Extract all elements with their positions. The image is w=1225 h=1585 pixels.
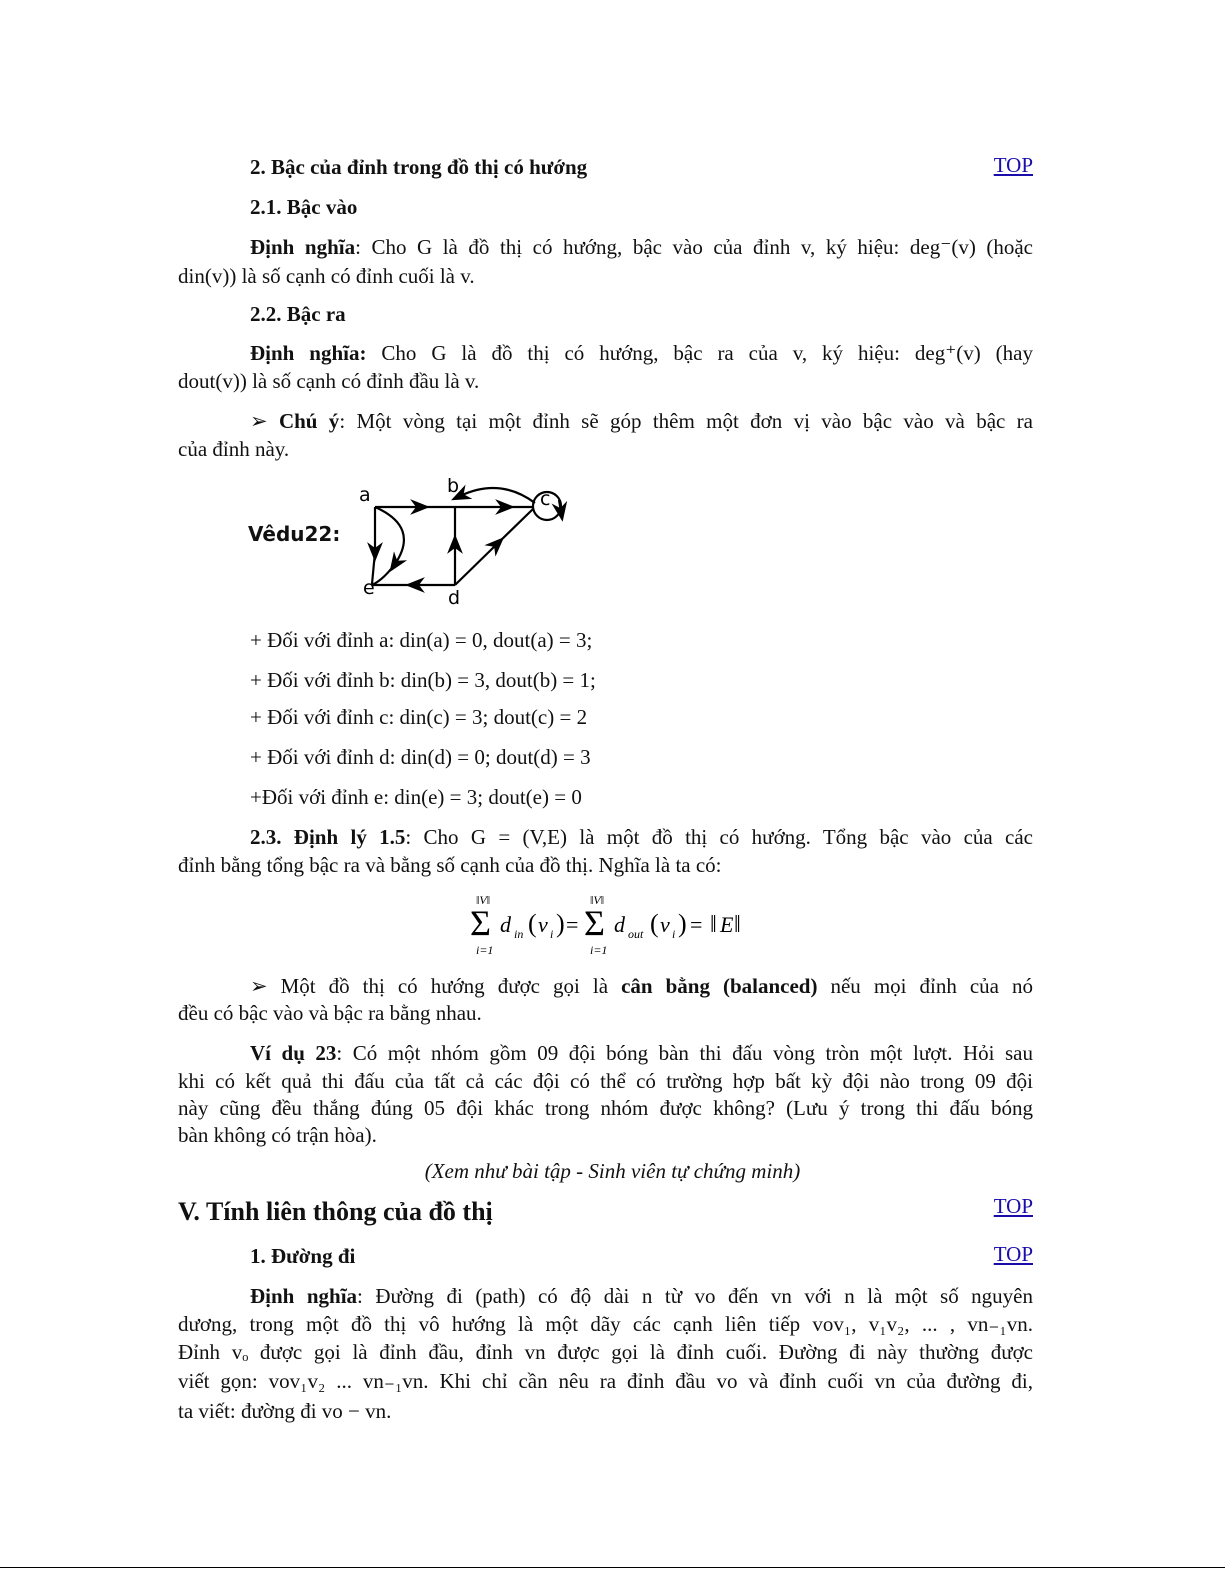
svg-text:out: out [628, 927, 644, 941]
svg-text:Σ: Σ [584, 903, 605, 943]
vertex-d-label: d [448, 587, 461, 609]
text-line: viết gọn: vov₁v₂ ... vn₋₁vn. Khi chỉ cần nêu ra đỉnh đầu vo và đỉnh cuối vn của đường đi, [178, 1369, 1033, 1393]
vertex-c-label: c [540, 488, 551, 510]
svg-text:‖: ‖ [710, 912, 717, 938]
bullet-arrow-icon: ➢ [250, 409, 268, 433]
example-paragraph [250, 1039, 1033, 1067]
text: : Có một nhóm gồm 09 đội bóng bàn thi đấu vòng tròn một lượt. Hỏi sau [336, 1041, 1033, 1065]
text: : Cho G = (V,E) là một đồ thị có hướng. Tổng bậc vào của các [405, 825, 1033, 849]
text-line: din(v)) là số cạnh có đỉnh cuối là v. [178, 264, 475, 288]
top-link[interactable]: TOP [993, 1194, 1033, 1218]
subsection-heading: 1. Đường đi [250, 1244, 356, 1268]
text: nếu mọi đỉnh của nó [817, 974, 1034, 998]
svg-text:=: = [566, 912, 579, 937]
top-link[interactable]: TOP [993, 153, 1033, 177]
svg-text:(: ( [528, 909, 537, 938]
svg-text:): ) [678, 909, 687, 938]
edge-d-c-tail [497, 509, 533, 544]
svg-text:=: = [690, 912, 703, 937]
result-line: + Đối với đỉnh c: din(c) = 3; dout(c) = 2 [250, 705, 588, 729]
svg-text:i=1: i=1 [476, 943, 494, 957]
text: Cho G là đồ thị có hướng, bậc ra của v, ký hiệu: deg⁺(v) (hay [366, 341, 1034, 365]
text-line: dương, trong một đồ thị vô hướng là một dãy các cạnh liên tiếp vov₁, v₁v₂, ... , vn₋₁vn. [178, 1312, 1033, 1336]
svg-text:i: i [672, 927, 676, 941]
svg-text:v: v [660, 912, 670, 937]
example-label-text: Vêdu [248, 522, 305, 546]
definition-label: Định nghĩa [250, 235, 356, 259]
vertex-a-label: a [359, 484, 371, 506]
result-line: +Đối với đỉnh e: din(e) = 3; dout(e) = 0 [250, 785, 582, 809]
definition-paragraph [250, 1282, 1033, 1310]
edge-a-e-curved [375, 507, 404, 564]
balanced-paragraph [250, 972, 1033, 1000]
theorem-paragraph [250, 823, 1033, 851]
svg-text:(: ( [650, 909, 659, 938]
result-line: + Đối với đỉnh a: din(a) = 0, dout(a) = 3; [250, 628, 593, 652]
result-line: + Đối với đỉnh b: din(b) = 3, dout(b) = 1; [250, 668, 596, 692]
edge-a-e-curved-tail [372, 564, 395, 585]
text-line: ta viết: đường đi vo − vn. [178, 1399, 392, 1423]
svg-text:): ) [556, 909, 565, 938]
text: : Đường đi (path) có độ dài n từ vo đến vn với n là một số nguyên [357, 1284, 1033, 1308]
text-line: bàn không có trận hòa). [178, 1123, 377, 1147]
example-label: Ví dụ 23 [250, 1041, 337, 1065]
text-line: đều có bậc vào và bậc ra bằng nhau. [178, 1001, 482, 1025]
example-number: 22 [304, 522, 333, 546]
text: Một đồ thị có hướng được gọi là [267, 974, 622, 998]
definition-label: Định nghĩa [250, 1284, 358, 1308]
note-paragraph [250, 407, 1033, 435]
subsection-heading: 2.2. Bậc ra [250, 302, 346, 326]
definition-label: Định nghĩa: [250, 341, 367, 365]
svg-text:Σ: Σ [470, 903, 491, 943]
svg-text:d: d [614, 912, 625, 937]
vertex-e-label: e [363, 577, 375, 599]
text-line: này cũng đều thắng đúng 05 đội khác trong nhóm được không? (Lưu ý trong thi đấu bóng [178, 1096, 1033, 1120]
subsection-heading: 2.1. Bậc vào [250, 195, 358, 219]
vertex-b-label: b [447, 475, 460, 497]
svg-text:in: in [514, 927, 524, 941]
note-label: Chú ý [278, 409, 340, 433]
definition-paragraph [250, 339, 1033, 367]
definition-paragraph [250, 233, 1033, 261]
text-line: của đỉnh này. [178, 437, 290, 461]
svg-text:E: E [720, 912, 734, 937]
svg-text:d: d [500, 912, 511, 937]
degree-sum-formula [470, 890, 760, 960]
result-line: + Đối với đỉnh d: din(d) = 0; dout(d) = 3 [250, 745, 591, 769]
exercise-note: (Xem như bài tập - Sinh viên tự chứng minh) [424, 1159, 801, 1183]
bullet-arrow-icon: ➢ [250, 974, 268, 998]
text-line: đỉnh bằng tổng bậc ra và bằng số cạnh của đồ thị. Nghĩa là ta có: [178, 853, 722, 877]
edge-c-b [460, 488, 535, 503]
text: : Một vòng tại một đỉnh sẽ góp thêm một đơn vị vào bậc vào và bậc ra [339, 409, 1033, 433]
svg-text:v: v [538, 912, 548, 937]
text-line: dout(v)) là số cạnh có đỉnh đầu là v. [178, 369, 480, 393]
svg-text:i=1: i=1 [590, 943, 608, 957]
svg-text:‖V‖: ‖V‖ [476, 893, 491, 907]
svg-text:‖: ‖ [734, 912, 741, 938]
bold-term: cân bằng (balanced) [621, 974, 818, 998]
page-bottom-rule [0, 1567, 1225, 1568]
text: : Cho G là đồ thị có hướng, bậc vào của đỉnh v, ký hiệu: deg⁻(v) (hoặc [355, 235, 1033, 259]
chapter-heading: V. Tính liên thông của đồ thị [178, 1197, 493, 1226]
top-link[interactable]: TOP [993, 1242, 1033, 1266]
edge-d-c [455, 544, 497, 585]
text-line: khi có kết quả thi đấu của tất cả các đội có thể có trường hợp bất kỳ đội nào trong 09 đội [178, 1069, 1033, 1093]
theorem-label: 2.3. Định lý 1.5 [250, 825, 406, 849]
svg-text:i: i [550, 927, 554, 941]
text-line: Đỉnh vₒ được gọi là đỉnh đầu, đỉnh vn được gọi là đỉnh cuối. Đường đi này thường được [178, 1340, 1033, 1364]
svg-text:‖V‖: ‖V‖ [590, 893, 605, 907]
example-colon: : [332, 522, 341, 546]
section-heading: 2. Bậc của đỉnh trong đồ thị có hướng [250, 155, 588, 179]
directed-graph-figure [245, 472, 585, 612]
